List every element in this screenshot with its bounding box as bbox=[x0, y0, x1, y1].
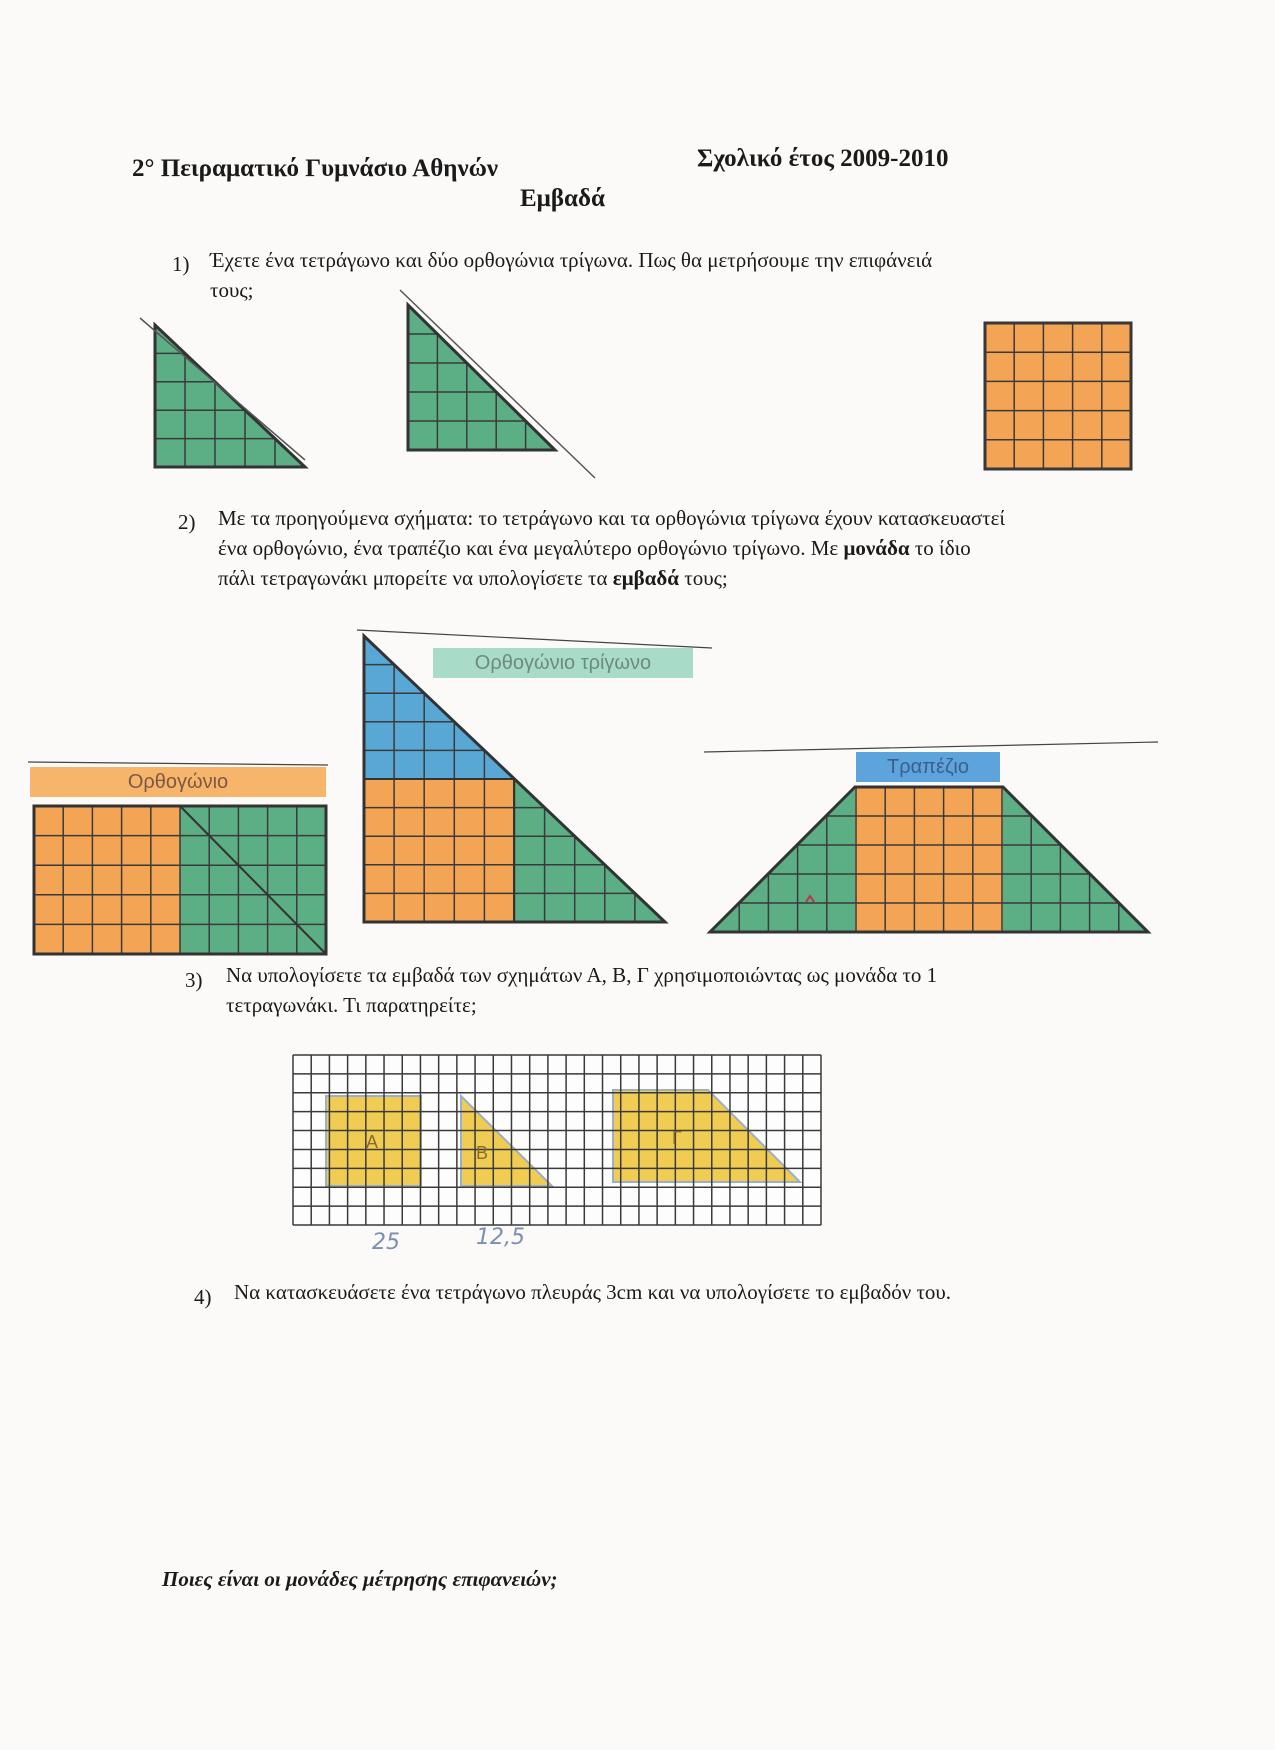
question-2-text bbox=[218, 503, 1008, 593]
triangle-top-line bbox=[357, 630, 712, 648]
question-2-text-c: τους; bbox=[679, 566, 728, 590]
question-2-number: 2) bbox=[178, 510, 196, 534]
trapezoid-orange bbox=[855, 787, 1003, 932]
orange-square bbox=[985, 323, 1131, 469]
question-2-bold-unit: μονάδα bbox=[843, 536, 910, 560]
question-2-text-a: Με τα προηγούμενα σχήματα: το τετράγωνο και τα ορθογώνια τρίγωνα έχουν κατασκευαστεί ένα ορθογώνιο, ένα τραπέζιο και ένα μεγαλύτερο ορθογώνιο τρίγωνο. Με bbox=[218, 506, 1006, 560]
question-2-bold-areas: εμβαδά bbox=[612, 566, 679, 590]
shape-a-letter: Α bbox=[366, 1132, 379, 1152]
school-name: 2° Πειραματικό Γυμνάσιο Αθηνών bbox=[132, 155, 499, 182]
label-rectangle: Ορθογώνιο bbox=[30, 767, 326, 797]
question-3-text: Να υπολογίσετε τα εμβαδά των σχημάτων Α, Β, Γ χρησιμοποιώντας ως μονάδα το 1 τετραγωνάκι. Τι παρατηρείτε; bbox=[226, 963, 938, 1017]
question-4-text: Να κατασκευάσετε ένα τετράγωνο πλευράς 3cm και να υπολογίσετε το εμβαδόν του. bbox=[234, 1280, 952, 1304]
rectangle-orange-part bbox=[34, 806, 180, 954]
rectangle-top-line bbox=[28, 762, 328, 765]
handwritten-answer-a: 25 bbox=[372, 1230, 400, 1255]
big-triangle-orange bbox=[364, 779, 514, 922]
question-3-number: 3) bbox=[185, 968, 203, 992]
shape-c-letter: Γ bbox=[672, 1128, 682, 1148]
school-year: Σχολικό έτος 2009-2010 bbox=[697, 145, 949, 172]
handwritten-answer-b: 12,5 bbox=[476, 1225, 525, 1250]
question-1-number: 1) bbox=[172, 252, 190, 276]
trapezoid-top-line bbox=[704, 742, 1158, 752]
question-1-text: Έχετε ένα τετράγωνο και δύο ορθογώνια τρίγωνα. Πως θα μετρήσουμε την επιφάνειά τους; bbox=[210, 248, 933, 302]
trapezoid-fill bbox=[710, 787, 1148, 932]
closing-question: Ποιες είναι οι μονάδες μέτρησης επιφανειών; bbox=[162, 1567, 558, 1591]
label-right-triangle: Ορθογώνιο τρίγωνο bbox=[433, 648, 693, 678]
page-title: Εμβαδά bbox=[520, 185, 605, 212]
question-4-number: 4) bbox=[194, 1285, 212, 1309]
shape-b-letter: Β bbox=[476, 1143, 489, 1163]
question-2-text-b: το ίδιο πάλι τετραγωνάκι μπορείτε να υπολογίσετε τα bbox=[218, 536, 971, 590]
label-trapezoid: Τραπέζιο bbox=[856, 752, 1000, 782]
